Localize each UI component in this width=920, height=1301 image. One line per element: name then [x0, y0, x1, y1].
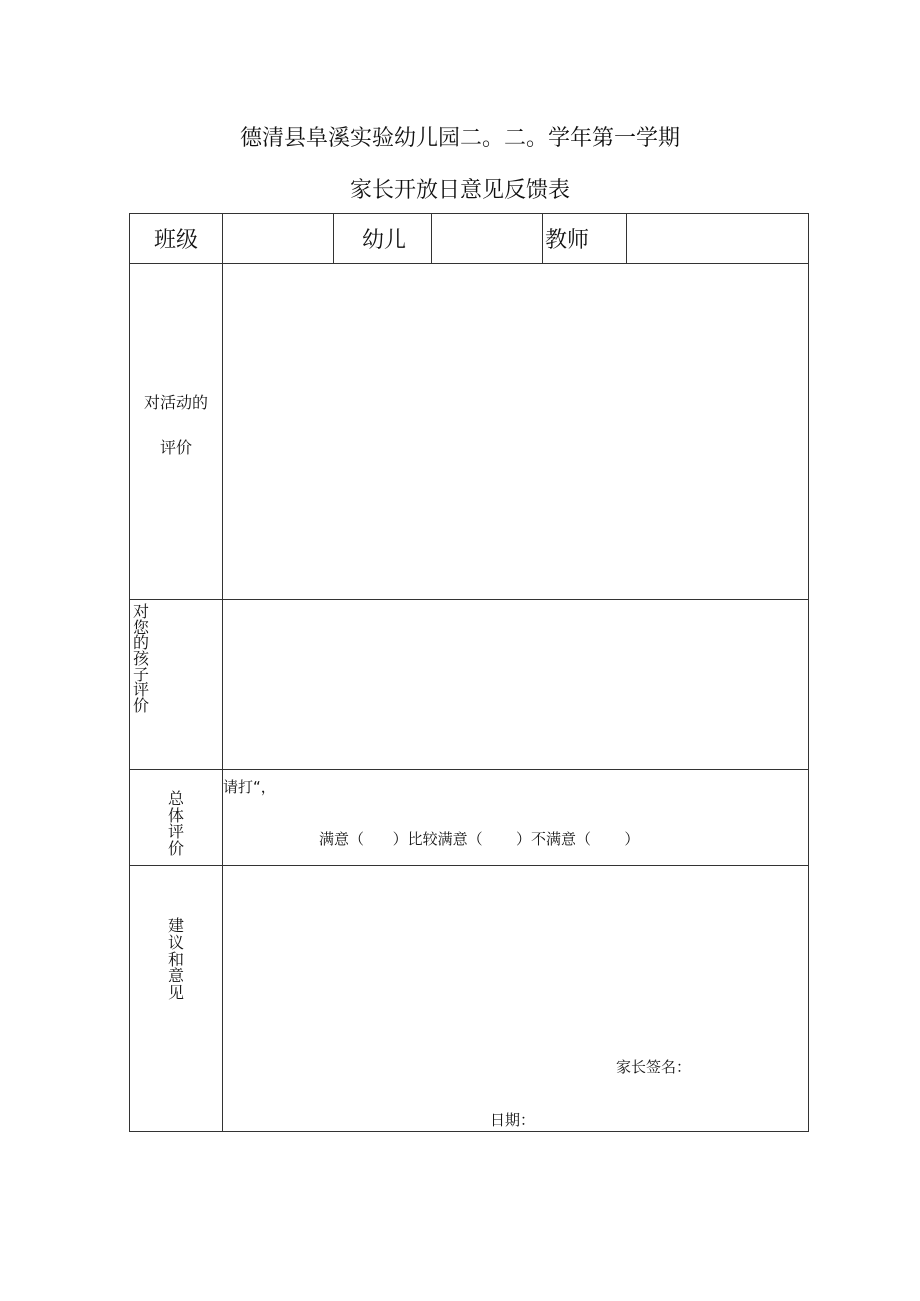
class-field[interactable]: [223, 214, 334, 264]
child-eval-field[interactable]: [223, 600, 809, 770]
overall-eval-label: 总体评价: [168, 788, 185, 859]
parent-signature-label: 家长签名：: [616, 1058, 692, 1076]
overall-instruction: 请打“，: [223, 778, 276, 796]
child-eval-label-cell: [130, 600, 223, 770]
activity-eval-label: [130, 264, 223, 600]
document-subtitle: 家长开放日意见反馈表: [349, 178, 570, 203]
activity-eval-field[interactable]: [223, 264, 809, 600]
suggestion-row: [130, 866, 809, 1132]
teacher-field[interactable]: [627, 214, 809, 264]
suggestion-field[interactable]: [223, 866, 809, 1132]
activity-eval-row: [130, 264, 809, 600]
activity-eval-label-line2: 评价: [159, 437, 192, 457]
overall-options[interactable]: 满意（ ）比较满意（ ）不满意（ ）: [319, 830, 640, 848]
activity-eval-label-line1: 对活动的: [143, 392, 208, 412]
class-label: 班级: [130, 214, 223, 264]
header-row: [130, 214, 809, 264]
child-field[interactable]: [432, 214, 543, 264]
child-eval-row: [130, 600, 809, 770]
child-label: 幼儿: [334, 214, 432, 264]
suggestion-label: 建议和意见: [168, 916, 185, 1003]
overall-eval-row: [130, 770, 809, 866]
feedback-form-table: [129, 213, 809, 1132]
overall-eval-field: [223, 770, 809, 866]
overall-eval-label-cell: [130, 770, 223, 866]
date-label: 日期：: [490, 1111, 536, 1129]
teacher-label: 教师: [543, 214, 627, 264]
child-eval-label: 对您的孩子评价: [133, 602, 150, 716]
document-title: 德清县阜溪实验幼儿园二。二。学年第一学期: [239, 126, 680, 151]
suggestion-label-cell: [130, 866, 223, 1132]
